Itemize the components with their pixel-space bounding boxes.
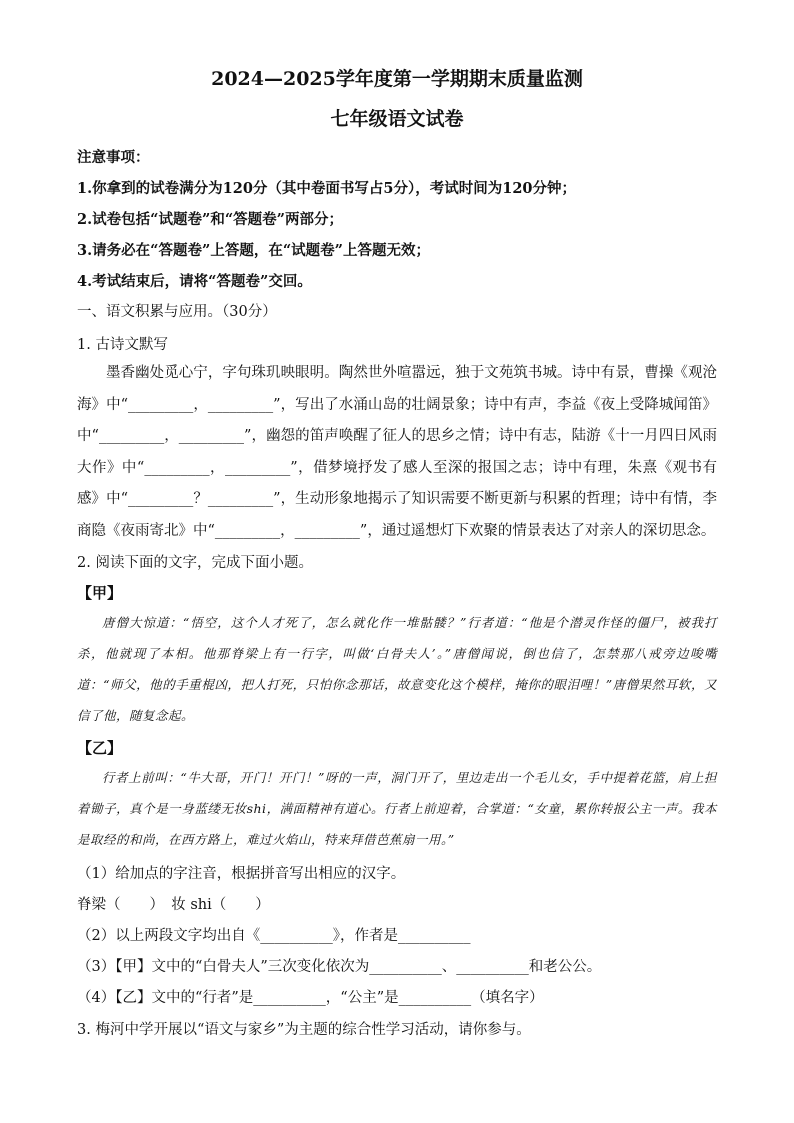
question-2-title: 2. 阅读下面的文字，完成下面小题。 xyxy=(77,555,313,571)
notice-item-2: 2.试卷包括“试题卷”和“答题卷”两部分； xyxy=(77,211,343,228)
section-heading: 一、语文积累与应用。（30分） xyxy=(77,304,277,320)
subquestion-1: （1）给加点的字注音，根据拼音写出相应的汉字。 xyxy=(77,866,406,882)
subquestion-4: （4）【乙】文中的“行者”是__________，“公主”是__________（填名字） xyxy=(77,990,544,1006)
subquestion-1-blanks: 脊梁（ ） 妆 shi（ ） xyxy=(77,897,270,913)
notice-heading: 注意事项： xyxy=(77,149,150,166)
question-1-text: 墨香幽处觅心宁，字句珠玑映眼明。陶然世外喧嚣远，独于文苑筑书城。诗中有景，曹操《观沧海》中“_________，_________”，写出了水涌山岛的壮阔景象；诗中有声，李益《夜上受降城闻笛》中“_________，_________”，幽怨的笛声唤醒了征人的思乡之情；诗中有志，陆游《十一月四日风雨大作》中“_________，_________”，借梦境抒发了感人至深的报国之志；诗中有理，朱熹《观书有感》中“_________？_________”，生动形象地揭示了知识需要不断更新与积累的哲理；诗中有情，李商隐《夜雨寄北》中“_________，_________”，通过遥想灯下欢聚的情景表达了对亲人的深切思念。 xyxy=(77,365,717,539)
notice-item-1: 1.你拿到的试卷满分为120分（其中卷面书写占5分），考试时间为120分钟； xyxy=(77,180,577,197)
passage-yi-text: 行者上前叫：“牛大哥，开门！开门！”呀的一声，洞门开了，里边走出一个毛儿女，手中提着花篮，肩上担着锄子，真个是一身蓝缕无妆shi，满面精神有道心。行者上前迎着，合掌道：“女童，累你转报公主一声。我本是取经的和尚，在西方路上，难过火焰山，特来拜借芭蕉扇一用。” xyxy=(77,770,717,847)
passage-jia-text: 唐僧大惊道：“悟空，这个人才死了，怎么就化作一堆骷髅？”行者道：“他是个潜灵作怪的僵尸，被我打杀，他就现了本相。他那脊梁上有一行字，叫做‘白骨夫人’。”唐僧闻说，倒也信了，怎禁那八戒旁边唆嘴道：“师父，他的手重棍凶，把人打死，只怕你念那话，故意变化这个模样，掩你的眼泪哩！”唐僧果然耳软，又信了他，随复念起。 xyxy=(77,615,717,723)
exam-title: 2024—2025学年度第一学期期末质量监测 xyxy=(211,68,583,90)
question-1-title: 1. 古诗文默写 xyxy=(77,337,168,353)
exam-subtitle: 七年级语文试卷 xyxy=(330,108,464,130)
notice-item-3: 3.请务必在“答题卷”上答题，在“试题卷”上答题无效； xyxy=(77,242,430,259)
passage-jia-label: 【甲】 xyxy=(77,584,123,602)
passage-yi-label: 【乙】 xyxy=(77,739,123,757)
notice-item-4: 4.考试结束后，请将“答题卷”交回。 xyxy=(77,273,312,290)
subquestion-2: （2）以上两段文字均出自《__________》，作者是__________ xyxy=(77,928,471,944)
subquestion-3: （3）【甲】文中的“白骨夫人”三次变化依次为__________、__________和老公公。 xyxy=(77,959,602,975)
question-3-title: 3. 梅河中学开展以“语文与家乡”为主题的综合性学习活动，请你参与。 xyxy=(77,1022,531,1038)
